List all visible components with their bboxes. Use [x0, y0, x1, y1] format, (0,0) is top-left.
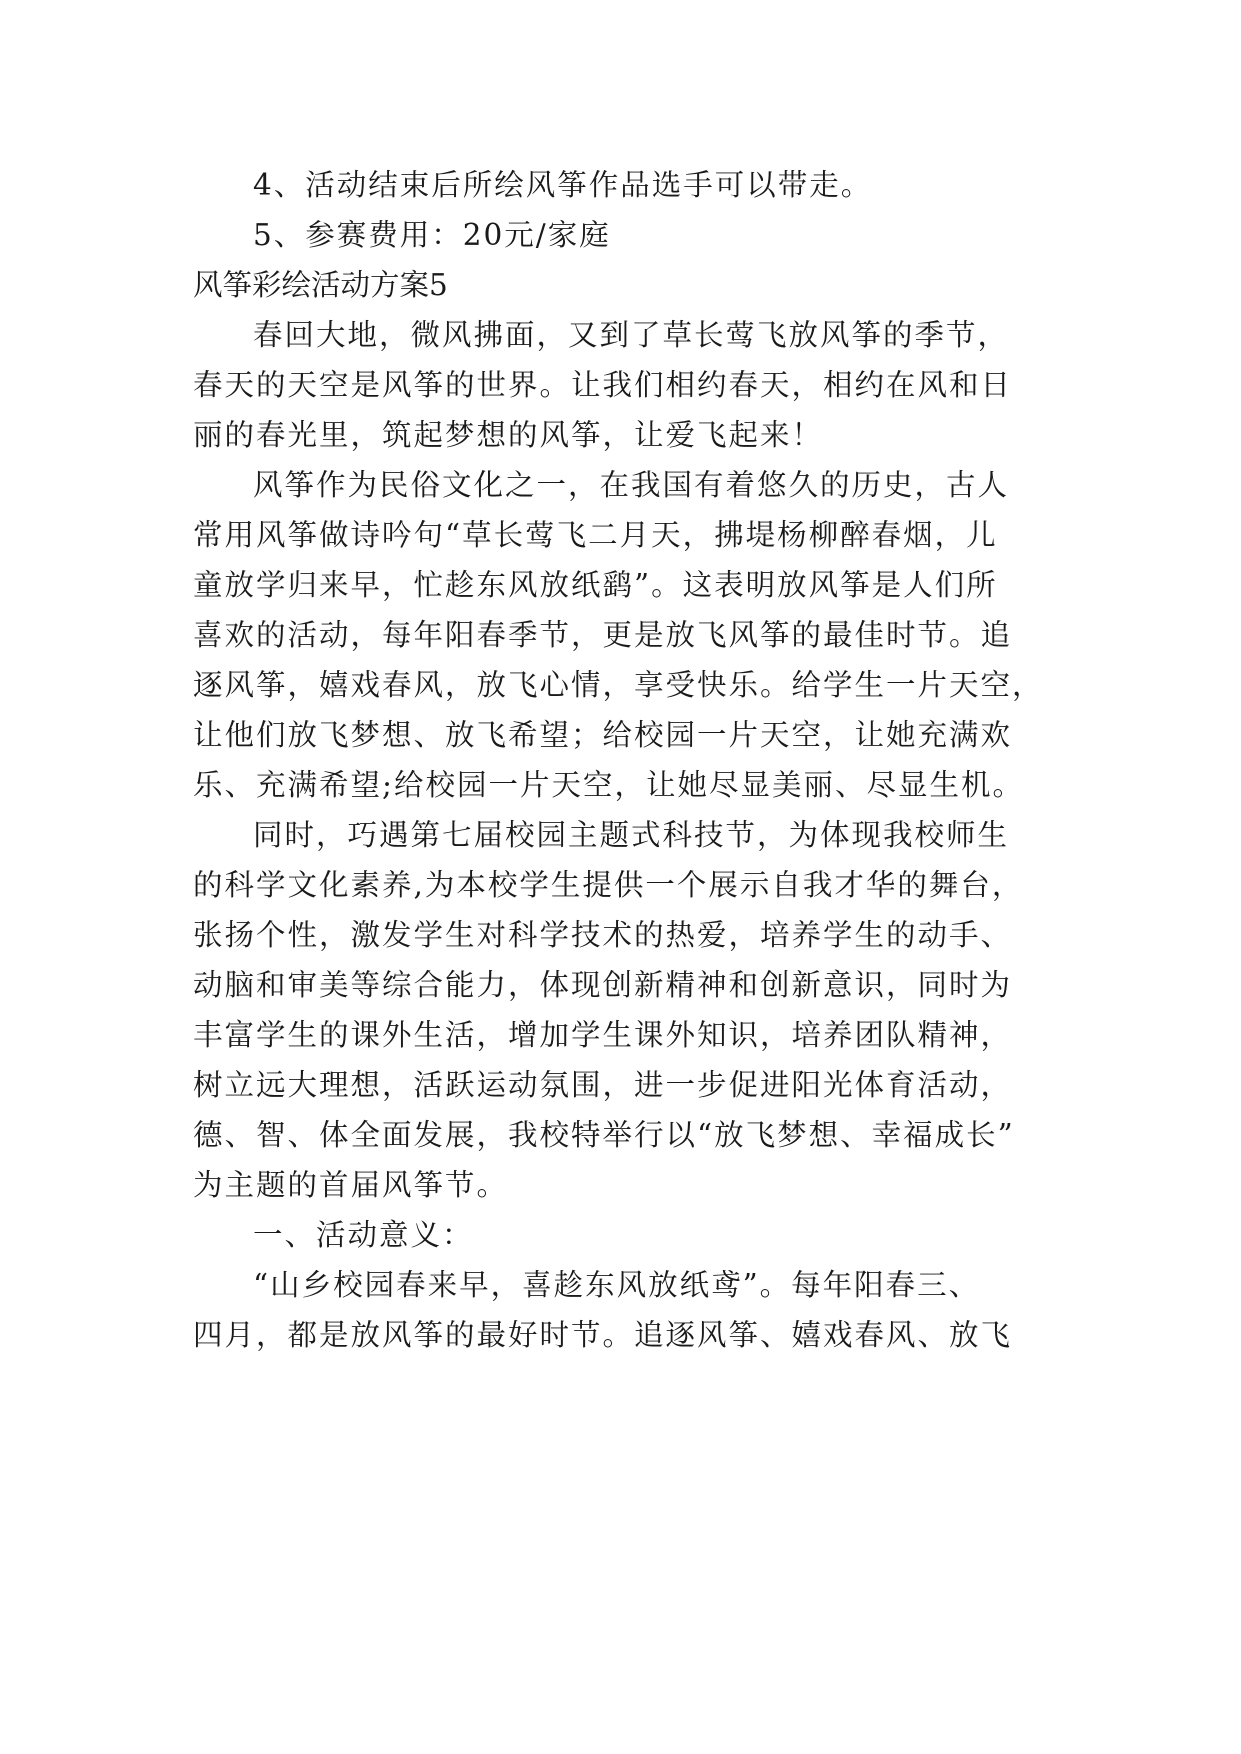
paragraph-line: 四月，都是放风筝的最好时节。追逐风筝、嬉戏春风、放飞: [193, 1318, 1013, 1352]
paragraph-line: 树立远大理想，活跃运动氛围，进一步促进阳光体育活动，: [193, 1068, 1013, 1102]
paragraph-line: 春回大地，微风拂面，又到了草长莺飞放风筝的季节，: [253, 318, 1010, 352]
paragraph-line: 风筝作为民俗文化之一，在我国有着悠久的历史，古人: [253, 468, 1010, 502]
paragraph-significance: [193, 1260, 1063, 1360]
paragraph-line: 同时，巧遇第七届校园主题式科技节，为体现我校师生: [253, 818, 1010, 852]
paragraph-line: 春天的天空是风筝的世界。让我们相约春天，相约在风和日: [193, 368, 1013, 402]
paragraph-purpose: [193, 810, 1063, 1210]
paragraph-line: 乐、充满希望;给校园一片天空，让她尽显美丽、尽显生机。: [193, 768, 1024, 802]
paragraph-line: 喜欢的活动，每年阳春季节，更是放飞风筝的最佳时节。追: [193, 618, 1013, 652]
paragraph-line: 为主题的首届风筝节。: [193, 1168, 509, 1202]
paragraph-intro: [193, 310, 1063, 460]
section-title: 风筝彩绘活动方案5: [193, 268, 448, 302]
paragraph-line: 逐风筝，嬉戏春风，放飞心情，享受快乐。给学生一片天空，: [193, 668, 1044, 702]
paragraph-line: 张扬个性，激发学生对科学技术的热爱，培养学生的动手、: [193, 918, 1013, 952]
paragraph-line: 丰富学生的课外生活，增加学生课外知识，培养团队精神，: [193, 1018, 1013, 1052]
document-body: [193, 160, 1063, 1360]
paragraph-line: 让他们放飞梦想、放飞希望；给校园一片天空，让她充满欢: [193, 718, 1013, 752]
list-item-5: 5、参赛费用：20元/家庭: [253, 218, 611, 252]
paragraph-history: [193, 460, 1063, 810]
paragraph-line: 的科学文化素养,为本校学生提供一个展示自我才华的舞台，: [193, 868, 1024, 902]
paragraph-line: 德、智、体全面发展，我校特举行以“放飞梦想、幸福成长”: [193, 1118, 1015, 1152]
paragraph-line: 童放学归来早，忙趁东风放纸鹞”。这表明放风筝是人们所: [193, 568, 998, 602]
subheading: 一、活动意义：: [253, 1218, 474, 1252]
paragraph-line: 动脑和审美等综合能力，体现创新精神和创新意识，同时为: [193, 968, 1013, 1002]
list-item-4: 4、活动结束后所绘风筝作品选手可以带走。: [253, 168, 873, 202]
paragraph-line: “山乡校园春来早，喜趁东风放纸鸢”。每年阳春三、: [253, 1268, 981, 1302]
paragraph-line: 常用风筝做诗吟句“草长莺飞二月天，拂堤杨柳醉春烟，儿: [193, 518, 998, 552]
paragraph-line: 丽的春光里，筑起梦想的风筝，让爱飞起来！: [193, 418, 824, 452]
